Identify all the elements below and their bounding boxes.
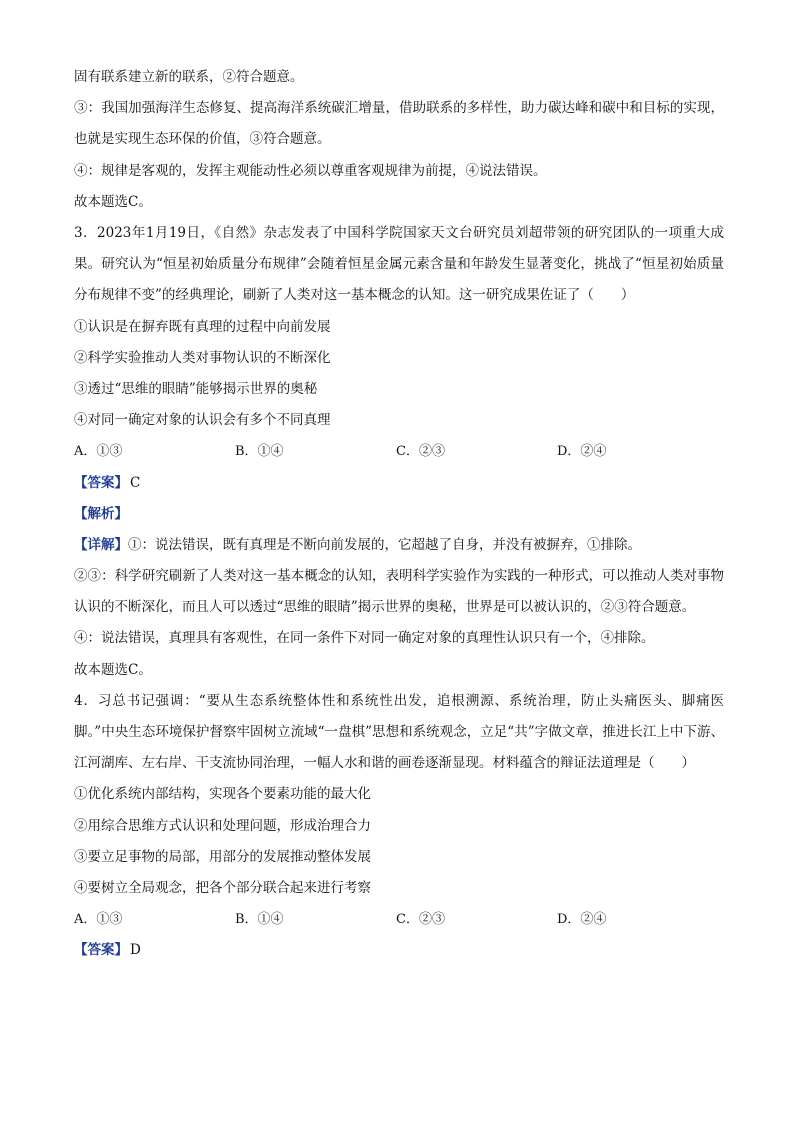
q4-answer bbox=[74, 935, 724, 966]
q3-options bbox=[74, 436, 724, 467]
detail-tag: 【详解】 bbox=[74, 536, 128, 553]
q3-stem: 3．2023年1月19日，《自然》杂志发表了中国科学院国家天文台研究员刘超带领的研究团队的一项重大成果。研究认为“恒星初始质量分布规律”会随着恒星金属元素含量和年龄发生显著变化，挑战了“恒星初始质量分布规律不变”的经典理论，刷新了人类对这一基本概念的认知。这一研究成果佐证了（ ） bbox=[74, 224, 724, 304]
q3-detail-3: ④：说法错误，真理具有客观性，在同一条件下对同一确定对象的真理性认识只有一个，④排除。 bbox=[74, 630, 655, 647]
answer-tag: 【答案】 bbox=[74, 474, 128, 491]
q3-option-b: B．①④ bbox=[235, 444, 284, 460]
q4-option-c: C．②③ bbox=[396, 912, 445, 928]
q4-option-d: D．②④ bbox=[557, 912, 607, 928]
q3-detail-1 bbox=[74, 530, 724, 561]
q3-item-2: ②科学实验推动人类对事物认识的不断深化 bbox=[74, 349, 331, 366]
q3-detail-2: ②③：科学研究刷新了人类对这一基本概念的认知，表明科学实验作为实践的一种形式，可以推动人类对事物认识的不断深化，而且人可以透过“思维的眼睛”揭示世界的奥秘，世界是可以被认识的，②③符合题意。 bbox=[74, 568, 724, 616]
q3-answer bbox=[74, 468, 724, 499]
q3-analysis bbox=[74, 499, 724, 530]
q3-conclusion: 故本题选C。 bbox=[74, 661, 152, 678]
q3-item-3: ③透过“思维的眼睛”能够揭示世界的奥秘 bbox=[74, 380, 318, 397]
q3-option-d: D．②④ bbox=[557, 444, 607, 460]
analysis-tag: 【解析】 bbox=[74, 505, 128, 522]
q3-option-a: A．①③ bbox=[74, 444, 123, 460]
answer-value: C bbox=[130, 474, 141, 491]
answer-value: D bbox=[130, 942, 141, 959]
q4-option-b: B．①④ bbox=[235, 912, 284, 928]
q3-option-c: C．②③ bbox=[396, 444, 445, 460]
q4-item-2: ②用综合思维方式认识和处理问题，形成治理合力 bbox=[74, 817, 371, 834]
q2-line-2: ③：我国加强海洋生态修复、提高海洋系统碳汇增量，借助联系的多样性，助力碳达峰和碳中和目标的实现，也就是实现生态环保的价值，③符合题意。 bbox=[74, 100, 724, 148]
q3-item-1: ①认识是在摒弃既有真理的过程中向前发展 bbox=[74, 318, 331, 335]
q2-line-1: 固有联系建立新的联系，②符合题意。 bbox=[74, 69, 304, 85]
q4-options bbox=[74, 904, 724, 935]
q4-option-a: A．①③ bbox=[74, 912, 123, 928]
answer-tag: 【答案】 bbox=[74, 942, 128, 959]
q3-item-4: ④对同一确定对象的认识会有多个不同真理 bbox=[74, 412, 331, 429]
q2-conclusion: 故本题选C。 bbox=[74, 193, 152, 210]
q2-line-3: ④：规律是客观的，发挥主观能动性必须以尊重客观规律为前提，④说法错误。 bbox=[74, 162, 547, 179]
q4-item-4: ④要树立全局观念，把各个部分联合起来进行考察 bbox=[74, 880, 371, 897]
q4-item-3: ③要立足事物的局部，用部分的发展推动整体发展 bbox=[74, 848, 371, 865]
q4-item-1: ①优化系统内部结构，实现各个要素功能的最大化 bbox=[74, 786, 371, 803]
detail-text: ①：说法错误，既有真理是不断向前发展的，它超越了自身，并没有被摒弃，①排除。 bbox=[128, 536, 641, 553]
q4-stem: 4．习总书记强调：“要从生态系统整体性和系统性出发，追根溯源、系统治理，防止头痛医头、脚痛医脚。”中央生态环境保护督察牢固树立流域“一盘棋”思想和系统观念，立足“共”字做文章，推进长江上中下游、江河湖库、左右岸、干支流协同治理，一幅人水和谐的画卷逐渐显现。材料蕴含的辩证法道理是（ ） bbox=[74, 692, 724, 772]
document-page bbox=[74, 62, 724, 967]
